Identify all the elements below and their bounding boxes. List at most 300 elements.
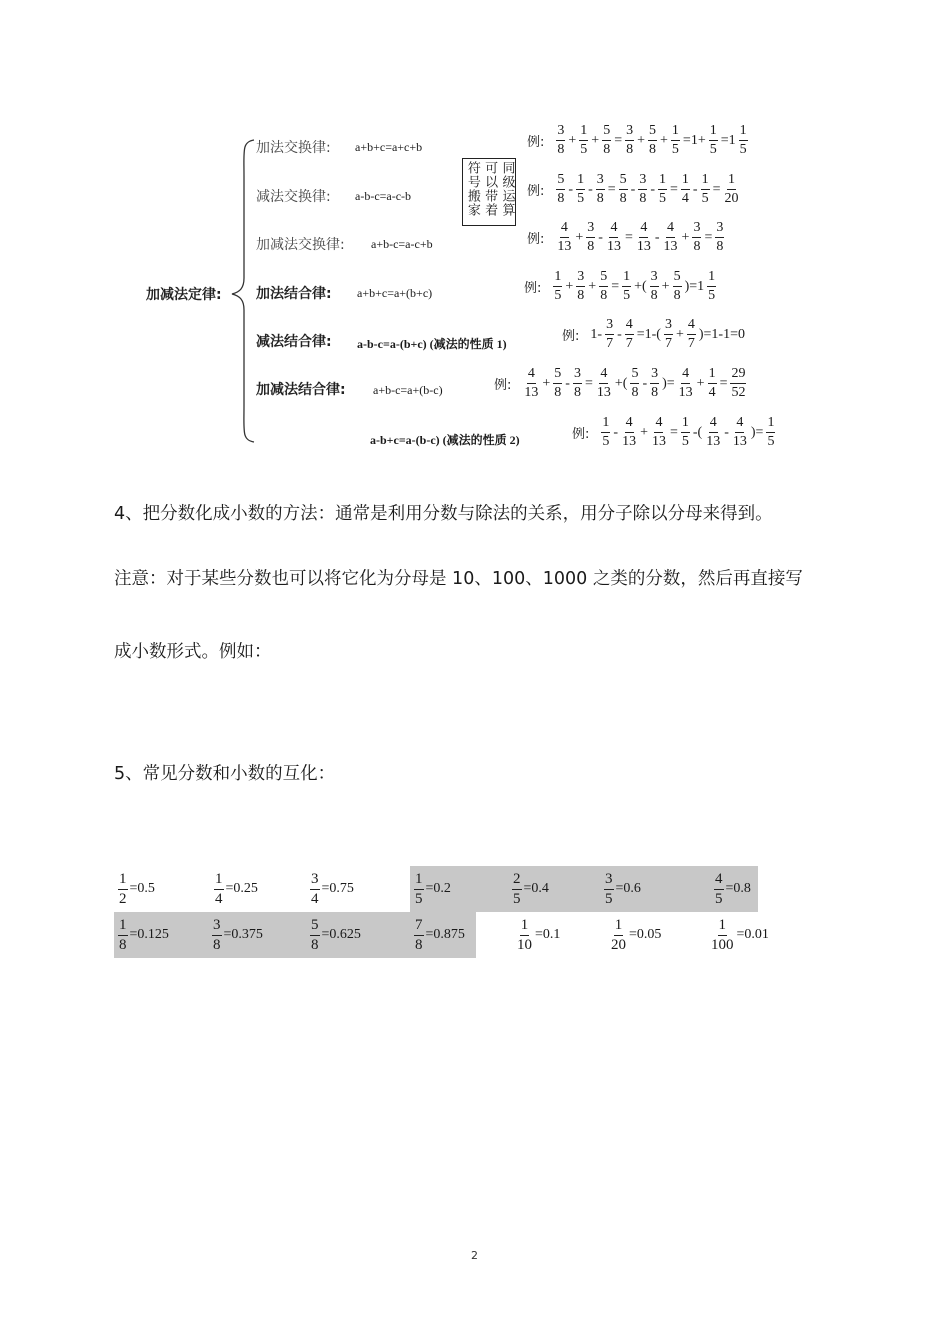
denominator: 8 (557, 191, 565, 206)
fraction (556, 124, 565, 157)
operator: =1+ (682, 132, 706, 148)
numerator: 5 (553, 367, 562, 384)
numerator: 1 (553, 270, 562, 287)
fraction (214, 872, 224, 907)
decimal-value: =0.4 (523, 881, 549, 896)
denominator: 8 (631, 385, 639, 400)
denominator: 5 (681, 434, 689, 449)
conversion-cell (508, 866, 600, 912)
denominator: 5 (580, 142, 588, 157)
laws-main-label: 加减法定律: (146, 287, 222, 303)
numerator: 1 (671, 124, 680, 141)
numerator: 1 (727, 173, 736, 190)
operator: = (712, 181, 721, 197)
fraction (739, 124, 748, 157)
operator: +( (614, 375, 628, 391)
numerator: 1 (766, 416, 775, 433)
numerator: 7 (414, 918, 424, 936)
operator: =1 (720, 132, 736, 148)
decimal-value: =0.6 (615, 881, 641, 896)
fraction (671, 124, 680, 157)
fraction (658, 173, 667, 206)
operator: 1- (590, 326, 603, 342)
conversion-cell (710, 866, 758, 912)
operator: = (669, 424, 678, 440)
fraction (681, 173, 690, 206)
decimal-value: =0.75 (321, 881, 354, 896)
side-note-box (462, 158, 516, 226)
fraction (596, 173, 605, 206)
fraction (512, 872, 522, 907)
numerator: 3 (573, 367, 582, 384)
example-6 (494, 367, 748, 400)
operator: = (584, 375, 593, 391)
denominator: 13 (636, 239, 651, 254)
example-7 (572, 416, 777, 449)
section-4-heading: 4、把分数化成小数的方法：通常是利用分数与除法的关系，用分子除以分母来得到。 (114, 504, 773, 524)
operator: + (568, 132, 577, 148)
numerator: 3 (586, 221, 595, 238)
denominator: 5 (623, 288, 631, 303)
numerator: 29 (730, 367, 746, 384)
side-note-col-1: 同级运算 (499, 161, 515, 217)
conversion-cell (114, 912, 208, 958)
numerator: 5 (602, 124, 611, 141)
conversion-cell (706, 912, 778, 958)
numerator: 4 (599, 367, 608, 384)
example-label: 例: (527, 232, 545, 247)
conversion-cell (606, 912, 706, 958)
numerator: 4 (666, 221, 675, 238)
fraction (701, 173, 710, 206)
numerator: 3 (596, 173, 605, 190)
denominator: 13 (524, 385, 539, 400)
operator: +( (634, 278, 647, 294)
denominator: 13 (596, 385, 611, 400)
operator: )= (662, 375, 675, 391)
numerator: 5 (556, 173, 565, 190)
numerator: 4 (527, 367, 536, 384)
operator: - (654, 229, 660, 245)
numerator: 1 (707, 270, 716, 287)
denominator: 5 (602, 434, 610, 449)
fraction (118, 918, 128, 953)
denominator: 7 (606, 336, 614, 351)
decimal-value: =0.2 (425, 881, 451, 896)
fraction (663, 221, 679, 254)
numerator: 3 (625, 124, 634, 141)
operator: = (719, 375, 728, 391)
numerator: 4 (654, 416, 663, 433)
denominator: 8 (587, 239, 595, 254)
fraction (573, 367, 582, 400)
fraction (673, 270, 682, 303)
operator: = (669, 181, 678, 197)
fraction (610, 918, 627, 953)
denominator: 5 (739, 142, 747, 157)
denominator: 5 (671, 142, 679, 157)
numerator: 3 (605, 318, 614, 335)
operator: - (568, 181, 574, 197)
law-name-1: 加法交换律: (256, 140, 331, 156)
denominator: 5 (415, 890, 423, 907)
law-formula-5: a-b-c=a-(b+c) (减法的性质 1) (357, 337, 507, 351)
denominator: 100 (711, 936, 734, 953)
fraction (705, 416, 721, 449)
fraction (625, 124, 634, 157)
fraction (622, 270, 631, 303)
conversion-cell (306, 912, 410, 958)
denominator: 8 (596, 191, 604, 206)
law-formula-4: a+b+c=a+(b+c) (357, 286, 433, 300)
numerator: 4 (625, 318, 634, 335)
example-4 (524, 270, 718, 303)
numerator: 5 (599, 270, 608, 287)
numerator: 3 (604, 872, 614, 890)
fraction (576, 173, 585, 206)
operator: - (565, 375, 570, 391)
denominator: 5 (767, 434, 775, 449)
denominator: 8 (554, 385, 562, 400)
example-label: 例: (572, 427, 590, 442)
operator: + (637, 132, 646, 148)
denominator: 10 (517, 936, 532, 953)
operator: - (613, 424, 619, 440)
law-formula-7: a-b+c=a-(b-c) (减法的性质 2) (370, 433, 520, 447)
denominator: 8 (651, 385, 659, 400)
operator: - (650, 181, 655, 197)
numerator: 5 (648, 124, 657, 141)
example-label: 例: (494, 378, 512, 393)
fraction (596, 367, 612, 400)
fraction (599, 270, 608, 303)
denominator: 8 (626, 142, 634, 157)
fraction (732, 416, 748, 449)
fraction (621, 416, 637, 449)
section-4-note-line-1: 注意：对于某些分数也可以将它化为分母是 10、100、1000 之类的分数，然后再直接写 (114, 569, 803, 589)
denominator: 8 (600, 288, 608, 303)
numerator: 1 (681, 173, 690, 190)
denominator: 5 (658, 191, 666, 206)
denominator: 8 (693, 239, 701, 254)
fraction (553, 367, 562, 400)
law-formula-6: a+b-c=a+(b-c) (373, 383, 443, 397)
denominator: 8 (311, 936, 319, 953)
fraction (602, 124, 611, 157)
fraction (636, 221, 652, 254)
denominator: 4 (215, 890, 223, 907)
numerator: 1 (622, 270, 631, 287)
operator: - (642, 375, 648, 391)
fraction (586, 221, 595, 254)
law-name-2: 减法交换律: (256, 189, 331, 205)
operator: =1-( (636, 326, 661, 342)
denominator: 5 (708, 288, 716, 303)
operator: + (696, 375, 705, 391)
conversion-cell (114, 866, 210, 912)
denominator: 13 (663, 239, 678, 254)
operator: )=1 (684, 278, 705, 294)
fraction (678, 367, 694, 400)
decimal-value: =0.375 (223, 927, 263, 942)
numerator: 1 (681, 416, 690, 433)
operator: + (675, 326, 684, 342)
denominator: 8 (213, 936, 221, 953)
fraction (715, 221, 724, 254)
numerator: 4 (714, 872, 724, 890)
law-formula-2: a-b-c=a-c-b (355, 189, 412, 203)
denominator: 13 (622, 434, 637, 449)
numerator: 1 (708, 367, 717, 384)
example-2 (527, 173, 741, 206)
numerator: 1 (579, 124, 588, 141)
denominator: 8 (573, 385, 581, 400)
fraction (553, 270, 562, 303)
fraction (212, 918, 222, 953)
law-name-5: 减法结合律: (256, 334, 332, 350)
denominator: 8 (639, 191, 647, 206)
decimal-value: =0.01 (736, 927, 769, 942)
numerator: 5 (673, 270, 682, 287)
law-name-3: 加减法交换律: (256, 237, 345, 253)
numerator: 4 (687, 318, 696, 335)
conversion-cell (600, 866, 710, 912)
operator: + (661, 278, 670, 294)
operator: )= (750, 424, 764, 440)
operator: )=1-1=0 (698, 326, 745, 342)
denominator: 2 (119, 890, 127, 907)
section-5-heading: 5、常见分数和小数的互化： (114, 764, 336, 784)
denominator: 5 (513, 890, 521, 907)
example-label: 例: (527, 184, 545, 199)
example-label: 例: (524, 281, 542, 296)
example-1 (527, 124, 750, 157)
fraction (708, 367, 717, 400)
denominator: 8 (119, 936, 127, 953)
denominator: 5 (605, 890, 613, 907)
decimal-value: =0.05 (629, 927, 662, 942)
operator: - (692, 181, 698, 197)
operator: + (542, 375, 551, 391)
fraction (414, 872, 424, 907)
denominator: 8 (415, 936, 423, 953)
fraction (664, 318, 673, 351)
fraction (709, 124, 718, 157)
numerator: 4 (560, 221, 569, 238)
decimal-value: =0.1 (535, 927, 561, 942)
fraction (605, 318, 614, 351)
operator: - (630, 181, 636, 197)
decimal-value: =0.875 (425, 927, 465, 942)
page-number: 2 (471, 1249, 478, 1262)
denominator: 7 (625, 336, 633, 351)
numerator: 3 (692, 221, 701, 238)
conversion-cell (306, 866, 410, 912)
denominator: 8 (557, 142, 565, 157)
numerator: 1 (414, 872, 424, 890)
numerator: 5 (630, 367, 639, 384)
numerator: 3 (212, 918, 222, 936)
fraction (710, 918, 735, 953)
numerator: 5 (310, 918, 320, 936)
numerator: 1 (701, 173, 710, 190)
operator: + (588, 278, 597, 294)
denominator: 8 (716, 239, 724, 254)
fraction (310, 918, 320, 953)
denominator: 8 (673, 288, 681, 303)
denominator: 7 (664, 336, 672, 351)
conversion-cell (512, 912, 606, 958)
operator: + (575, 229, 584, 245)
fraction (630, 367, 639, 400)
example-5 (562, 318, 746, 351)
conversion-cell (210, 866, 306, 912)
denominator: 13 (651, 434, 666, 449)
numerator: 1 (576, 173, 585, 190)
operator: - (617, 326, 622, 342)
numerator: 3 (664, 318, 673, 335)
example-label: 例: (527, 135, 545, 150)
decimal-value: =0.125 (129, 927, 169, 942)
conversion-cell (410, 912, 476, 958)
operator: = (614, 132, 623, 148)
denominator: 5 (715, 890, 723, 907)
fraction (681, 416, 690, 449)
fraction (650, 367, 659, 400)
fraction (651, 416, 667, 449)
denominator: 8 (619, 191, 627, 206)
law-name-6: 加减法结合律: (256, 382, 346, 398)
denominator: 4 (708, 385, 716, 400)
fraction (118, 872, 128, 907)
numerator: 1 (118, 872, 128, 890)
conversion-cell (208, 912, 306, 958)
denominator: 8 (577, 288, 585, 303)
operator: = (624, 229, 633, 245)
numerator: 1 (614, 918, 624, 936)
numerator: 1 (118, 918, 128, 936)
fraction (606, 221, 622, 254)
denominator: 5 (701, 191, 709, 206)
fraction (516, 918, 533, 953)
decimal-value: =0.625 (321, 927, 361, 942)
numerator: 1 (718, 918, 728, 936)
fraction (604, 872, 614, 907)
operator: = (607, 181, 616, 197)
operator: = (704, 229, 713, 245)
fraction (556, 173, 565, 206)
operator: + (660, 132, 668, 148)
denominator: 4 (681, 191, 689, 206)
fraction (723, 173, 739, 206)
conversion-cell (410, 866, 508, 912)
denominator: 13 (732, 434, 747, 449)
numerator: 4 (625, 416, 634, 433)
numerator: 1 (709, 124, 718, 141)
numerator: 5 (619, 173, 628, 190)
fraction (730, 367, 746, 400)
fraction (638, 173, 647, 206)
numerator: 3 (650, 367, 659, 384)
operator: = (611, 278, 620, 294)
numerator: 1 (658, 173, 667, 190)
denominator: 20 (724, 191, 739, 206)
numerator: 4 (709, 416, 718, 433)
operator: + (681, 229, 690, 245)
numerator: 3 (576, 270, 585, 287)
denominator: 8 (603, 142, 611, 157)
denominator: 13 (706, 434, 721, 449)
section-4-note-line-2: 成小数形式。例如： (114, 642, 272, 662)
numerator: 4 (639, 221, 648, 238)
numerator: 3 (715, 221, 724, 238)
fraction (619, 173, 628, 206)
fraction (687, 318, 696, 351)
numerator: 2 (512, 872, 522, 890)
fraction (310, 872, 320, 907)
numerator: 1 (214, 872, 224, 890)
numerator: 1 (520, 918, 530, 936)
denominator: 4 (311, 890, 319, 907)
fraction (707, 270, 716, 303)
numerator: 1 (601, 416, 610, 433)
denominator: 5 (554, 288, 562, 303)
side-note-col-3: 符号搬家 (464, 161, 480, 217)
operator: - (588, 181, 593, 197)
operator: - (598, 229, 603, 245)
fraction (625, 318, 634, 351)
denominator: 20 (611, 936, 626, 953)
operator: + (591, 132, 600, 148)
operator: - (724, 424, 729, 440)
fraction (714, 872, 724, 907)
law-formula-1: a+b+c=a+c+b (355, 140, 423, 154)
numerator: 4 (609, 221, 618, 238)
law-name-4: 加法结合律: (256, 286, 332, 302)
denominator: 13 (678, 385, 693, 400)
denominator: 8 (649, 142, 657, 157)
left-brace (228, 136, 258, 446)
denominator: 5 (577, 191, 585, 206)
law-formula-3: a+b-c=a-c+b (371, 237, 433, 251)
side-note-col-2: 可以带着 (482, 161, 498, 217)
numerator: 4 (735, 416, 744, 433)
denominator: 52 (731, 385, 746, 400)
fraction (692, 221, 701, 254)
numerator: 3 (650, 270, 659, 287)
fraction (576, 270, 585, 303)
operator: + (640, 424, 648, 440)
numerator: 4 (681, 367, 690, 384)
fraction (650, 270, 659, 303)
example-label: 例: (562, 329, 580, 344)
decimal-value: =0.8 (725, 881, 751, 896)
decimal-value: =0.5 (129, 881, 155, 896)
denominator: 13 (606, 239, 621, 254)
fraction (648, 124, 657, 157)
fraction (601, 416, 610, 449)
operator: + (565, 278, 574, 294)
denominator: 8 (650, 288, 658, 303)
numerator: 3 (310, 872, 320, 890)
fraction (523, 367, 539, 400)
fraction (579, 124, 588, 157)
fraction (766, 416, 775, 449)
numerator: 3 (638, 173, 647, 190)
numerator: 1 (739, 124, 748, 141)
numerator: 3 (556, 124, 565, 141)
denominator: 13 (557, 239, 572, 254)
